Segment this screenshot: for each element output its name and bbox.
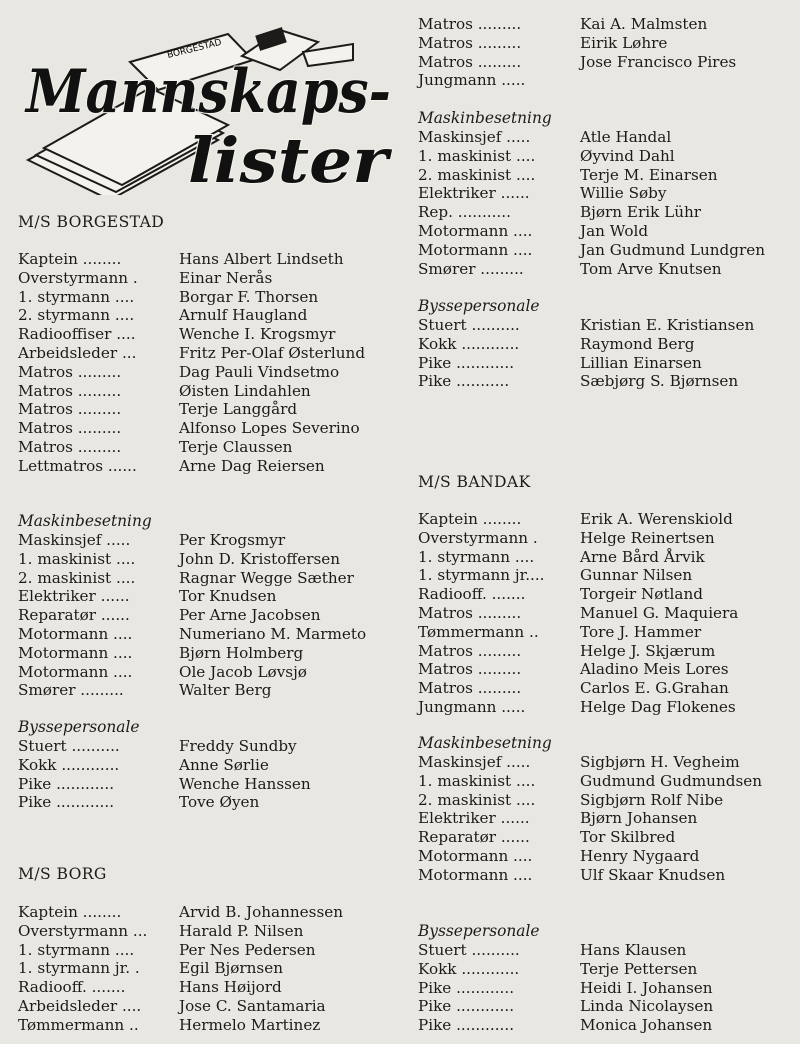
ship-block-bandak xyxy=(418,472,790,492)
crew-row xyxy=(18,793,398,812)
role: 2. styrmann .... xyxy=(18,306,135,325)
name: Tom Arve Knutsen xyxy=(580,259,722,278)
crew-row xyxy=(418,960,790,979)
name: Helge J. Skjærum xyxy=(580,641,716,660)
name: Bjørn Holmberg xyxy=(179,643,304,662)
role: Radiooff. ....... xyxy=(18,978,126,997)
role: Pike ............ xyxy=(18,793,115,812)
crew-row xyxy=(18,382,398,401)
name: Terje M. Einarsen xyxy=(580,165,718,184)
role: 1. styrmann jr.... xyxy=(418,566,545,585)
crew-row xyxy=(18,363,398,382)
crew-row xyxy=(18,681,398,700)
role: Motormann .... xyxy=(18,624,133,643)
name: Bjørn Johansen xyxy=(580,809,698,828)
name: Sigbjørn H. Vegheim xyxy=(580,753,740,771)
role: Lettmatros ...... xyxy=(18,456,137,475)
name: Freddy Sundby xyxy=(179,737,297,755)
name: Arne Bård Årvik xyxy=(580,547,705,566)
role: Kaptein ........ xyxy=(18,250,122,268)
crew-row xyxy=(418,566,790,585)
role: Motormann .... xyxy=(18,643,133,662)
role: Elektriker ...... xyxy=(418,809,530,828)
ship-heading: M/S BANDAK xyxy=(418,473,531,491)
name: Gunnar Nilsen xyxy=(580,566,693,585)
role: Reparatør ...... xyxy=(418,828,530,847)
role: Kokk ............ xyxy=(418,959,520,978)
crew-row xyxy=(418,222,790,241)
crew-row xyxy=(418,866,790,885)
role: 1. maskinist .... xyxy=(418,771,536,790)
role: 2. maskinist .... xyxy=(18,568,136,587)
crew-row xyxy=(18,663,398,682)
role: Matros ......... xyxy=(418,641,522,660)
role: Smører ......... xyxy=(18,681,124,700)
crew-list xyxy=(418,510,790,717)
name: Hans Klausen xyxy=(580,941,687,959)
name: Helge Reinertsen xyxy=(580,528,715,547)
crew-row xyxy=(18,922,398,941)
role: Matros ......... xyxy=(418,679,522,698)
name: Walter Berg xyxy=(179,681,272,700)
crew-row xyxy=(418,529,790,548)
crew-row xyxy=(418,335,790,354)
crew-row xyxy=(418,241,790,260)
name: Dag Pauli Vindsetmo xyxy=(179,362,340,381)
name: Anne Sørlie xyxy=(179,755,269,774)
crew-row xyxy=(18,250,398,269)
crew-row xyxy=(418,260,790,279)
role: Stuert .......... xyxy=(18,737,120,755)
crew-row xyxy=(418,847,790,866)
role: Radiooff. ....... xyxy=(418,585,526,604)
name: Lillian Einarsen xyxy=(580,353,702,372)
crew-row xyxy=(418,660,790,679)
crew-row xyxy=(418,791,790,810)
crew-row xyxy=(18,959,398,978)
newspaper-label: BORGESTAD xyxy=(166,37,223,61)
role: Motormann .... xyxy=(18,662,133,681)
crew-row xyxy=(418,679,790,698)
name: Hans Albert Lindseth xyxy=(179,250,344,268)
role: Pike ............ xyxy=(418,978,515,997)
crew-row xyxy=(18,419,398,438)
name: Ulf Skaar Knudsen xyxy=(580,865,726,884)
crew-row xyxy=(418,510,790,529)
crew-row xyxy=(18,941,398,960)
name: Jose C. Santamaria xyxy=(179,996,326,1015)
role: Stuert .......... xyxy=(418,941,520,959)
role: Smører ......... xyxy=(418,259,524,278)
role: Motormann .... xyxy=(418,846,533,865)
crew-row xyxy=(18,531,398,550)
crew-row xyxy=(18,344,398,363)
name: Sæbjørg S. Bjørnsen xyxy=(580,372,739,391)
crew-row xyxy=(18,400,398,419)
name: Bjørn Erik Lühr xyxy=(580,203,702,222)
name: Jan Wold xyxy=(580,221,649,240)
name: Per Krogsmyr xyxy=(179,531,286,549)
name: Kristian E. Kristiansen xyxy=(580,316,755,334)
crew-row xyxy=(418,15,790,34)
crew-row xyxy=(18,644,398,663)
role: 1. styrmann .... xyxy=(418,547,535,566)
crew-row xyxy=(418,772,790,791)
crew-row xyxy=(18,978,398,997)
role: Maskinsjef ..... xyxy=(418,753,531,771)
crew-list xyxy=(18,903,398,1035)
role: Matros ......... xyxy=(418,52,522,71)
role: Pike ............ xyxy=(418,997,515,1016)
role: Matros ......... xyxy=(18,381,122,400)
crew-row xyxy=(418,548,790,567)
name: Fritz Per-Olaf Østerlund xyxy=(179,343,366,362)
name: Wenche Hanssen xyxy=(179,774,311,793)
name: Arne Dag Reiersen xyxy=(179,456,325,475)
crew-row xyxy=(418,128,790,147)
role: Jungmann ..... xyxy=(418,71,526,90)
crew-row xyxy=(418,53,790,72)
name: Carlos E. G.Grahan xyxy=(580,679,729,698)
role: 2. maskinist .... xyxy=(418,165,536,184)
role: Reparatør ...... xyxy=(18,606,130,625)
name: Alfonso Lopes Severino xyxy=(179,419,360,438)
role: Elektriker ...... xyxy=(418,184,530,203)
role: Rep. ........... xyxy=(418,203,511,222)
continued-crew-list xyxy=(418,15,790,90)
crew-row xyxy=(418,372,790,391)
crew-row xyxy=(418,203,790,222)
crew-row xyxy=(418,604,790,623)
role: Motormann .... xyxy=(418,865,533,884)
role: 1. maskinist .... xyxy=(418,146,536,165)
crew-row xyxy=(418,698,790,717)
name: Tore J. Hammer xyxy=(580,622,702,641)
ship-block-borgestad xyxy=(18,212,398,232)
name: Terje Claussen xyxy=(179,437,293,456)
name: Kai A. Malmsten xyxy=(580,15,708,33)
crew-row xyxy=(418,809,790,828)
crew-row xyxy=(18,269,398,288)
name: Sigbjørn Rolf Nibe xyxy=(580,790,724,809)
crew-row xyxy=(418,979,790,998)
section-heading: Maskinbesetning xyxy=(18,512,152,530)
role: Matros ......... xyxy=(418,33,522,52)
crew-row xyxy=(418,753,790,772)
crew-row xyxy=(18,903,398,922)
section-heading: Maskinbesetning xyxy=(418,109,552,127)
name: Tor Knudsen xyxy=(179,587,277,606)
name: Torgeir Nøtland xyxy=(580,585,703,604)
name: Linda Nicolaysen xyxy=(580,997,714,1016)
crew-row xyxy=(18,306,398,325)
crew-row xyxy=(418,1016,790,1035)
role: Pike ........... xyxy=(418,372,510,391)
role: Radiooffiser .... xyxy=(18,325,136,344)
crew-row xyxy=(18,775,398,794)
name: Hermelo Martinez xyxy=(179,1015,321,1034)
name: Aladino Meis Lores xyxy=(580,660,729,679)
crew-row xyxy=(18,569,398,588)
role: Arbeidsleder ... xyxy=(18,343,137,362)
role: Pike ............ xyxy=(418,1016,515,1035)
name: Per Nes Pedersen xyxy=(179,940,316,959)
role: Maskinsjef ..... xyxy=(18,531,131,549)
role: Matros ......... xyxy=(18,362,122,381)
ship-heading: M/S BORGESTAD xyxy=(18,213,165,231)
crew-row xyxy=(18,737,398,756)
role: Overstyrmann . xyxy=(418,528,538,547)
name: Atle Handal xyxy=(580,128,672,146)
section-heading: Byssepersonale xyxy=(418,922,540,940)
name: Erik A. Werenskiold xyxy=(580,510,733,528)
section-galley xyxy=(18,718,398,812)
role: Overstyrmann . xyxy=(18,268,138,287)
crew-row xyxy=(418,354,790,373)
role: Motormann .... xyxy=(418,240,533,259)
name: Monica Johansen xyxy=(580,1016,713,1035)
role: Matros ......... xyxy=(418,603,522,622)
name: Øyvind Dahl xyxy=(580,146,675,165)
crew-row xyxy=(18,550,398,569)
role: 1. maskinist .... xyxy=(18,549,136,568)
name: Henry Nygaard xyxy=(580,846,700,865)
name: Tove Øyen xyxy=(179,793,260,812)
role: Matros ......... xyxy=(18,419,122,438)
name: Arvid B. Johannessen xyxy=(179,903,344,921)
role: Matros ......... xyxy=(18,400,122,419)
crew-row xyxy=(418,184,790,203)
role: Kaptein ........ xyxy=(418,510,522,528)
name: Raymond Berg xyxy=(580,334,695,353)
crew-row xyxy=(18,325,398,344)
section-heading: Byssepersonale xyxy=(418,297,540,315)
name: Wenche I. Krogsmyr xyxy=(179,325,336,344)
crew-row xyxy=(18,1016,398,1035)
crew-row xyxy=(418,166,790,185)
section-engine xyxy=(418,734,790,885)
crew-row xyxy=(18,457,398,476)
crew-row xyxy=(418,147,790,166)
crew-row xyxy=(18,288,398,307)
crew-row xyxy=(18,606,398,625)
name: Ole Jacob Løvsjø xyxy=(179,662,307,681)
crew-row xyxy=(418,828,790,847)
crew-row xyxy=(418,997,790,1016)
role: Matros ......... xyxy=(418,15,522,33)
header-title-line1: Mannskaps- xyxy=(24,57,391,127)
name: Numeriano M. Marmeto xyxy=(179,624,367,643)
section-heading: Byssepersonale xyxy=(18,718,140,736)
crew-row xyxy=(418,585,790,604)
crew-list xyxy=(18,250,398,476)
name: Øisten Lindahlen xyxy=(179,381,311,400)
role: 2. maskinist .... xyxy=(418,790,536,809)
crew-row xyxy=(18,997,398,1016)
name: Tor Skilbred xyxy=(580,828,676,847)
crew-row xyxy=(418,623,790,642)
role: Matros ......... xyxy=(18,437,122,456)
section-galley xyxy=(418,922,790,1035)
section-engine xyxy=(418,109,790,278)
name: Ragnar Wegge Sæther xyxy=(179,568,354,587)
role: Elektriker ...... xyxy=(18,587,130,606)
ship-block-borg xyxy=(18,864,398,884)
section-heading: Maskinbesetning xyxy=(418,734,552,752)
name: Willie Søby xyxy=(580,184,667,203)
header-illustration xyxy=(18,20,398,195)
crew-row xyxy=(18,587,398,606)
crew-row xyxy=(418,642,790,661)
name: Gudmund Gudmundsen xyxy=(580,771,763,790)
crew-row xyxy=(418,34,790,53)
role: Motormann .... xyxy=(418,221,533,240)
name: Egil Bjørnsen xyxy=(179,959,283,978)
role: 1. styrmann .... xyxy=(18,287,135,306)
name: Harald P. Nilsen xyxy=(179,921,304,940)
crew-row xyxy=(418,316,790,335)
role: Stuert .......... xyxy=(418,316,520,334)
name: Jose Francisco Pires xyxy=(580,52,737,71)
name: John D. Kristoffersen xyxy=(179,549,341,568)
role: Jungmann ..... xyxy=(418,697,526,716)
section-galley xyxy=(418,297,790,391)
section-engine xyxy=(18,512,398,700)
role: 1. styrmann .... xyxy=(18,940,135,959)
ship-heading: M/S BORG xyxy=(18,865,107,883)
role: Maskinsjef ..... xyxy=(418,128,531,146)
role: Tømmermann .. xyxy=(418,622,539,641)
role: Overstyrmann ... xyxy=(18,921,148,940)
crew-row xyxy=(18,438,398,457)
name: Helge Dag Flokenes xyxy=(580,697,736,716)
crew-row xyxy=(418,71,790,90)
role: Kokk ............ xyxy=(418,334,520,353)
name: Jan Gudmund Lundgren xyxy=(580,240,766,259)
name: Arnulf Haugland xyxy=(179,306,308,325)
role: Arbeidsleder .... xyxy=(18,996,142,1015)
name: Per Arne Jacobsen xyxy=(179,606,321,625)
name: Borgar F. Thorsen xyxy=(179,287,319,306)
role: Kokk ............ xyxy=(18,755,120,774)
crew-row xyxy=(18,756,398,775)
name: Terje Pettersen xyxy=(580,959,698,978)
role: Matros ......... xyxy=(418,660,522,679)
name: Eirik Løhre xyxy=(580,33,668,52)
name: Terje Langgård xyxy=(179,400,298,419)
name: Hans Høijord xyxy=(179,978,282,997)
crew-row xyxy=(18,625,398,644)
role: 1. styrmann jr. . xyxy=(18,959,140,978)
crew-row xyxy=(418,941,790,960)
role: Pike ............ xyxy=(18,774,115,793)
header-title-line2: lister xyxy=(188,124,393,195)
role: Kaptein ........ xyxy=(18,903,122,921)
name: Heidi I. Johansen xyxy=(580,978,713,997)
name: Einar Nerås xyxy=(179,268,273,287)
name: Manuel G. Maquiera xyxy=(580,603,739,622)
role: Tømmermann .. xyxy=(18,1015,139,1034)
role: Pike ............ xyxy=(418,353,515,372)
